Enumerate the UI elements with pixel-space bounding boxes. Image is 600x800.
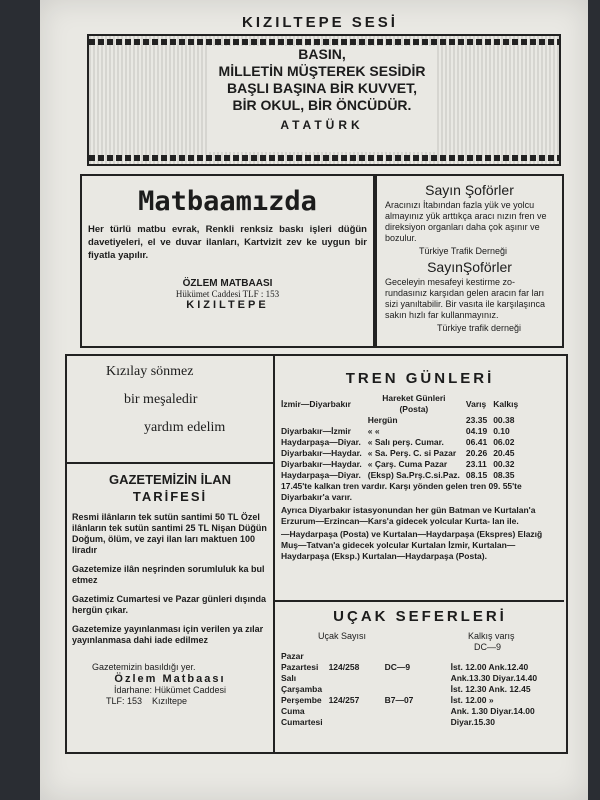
cell: Cumartesi — [281, 717, 323, 727]
cell: 04.19 — [465, 426, 488, 436]
train-note: —Haydarpaşa (Posta) ve Kurtalan—Haydarpaşa (Ekspres) Elazığ Muş—Tatvan'a gidecek yolcular Kurtalan İzmir, Kurtalan—Haydarpaşa (Eksp.) Kurtalan—Haydarpaşa (Posta). — [281, 529, 543, 561]
cell: Pazar — [281, 651, 304, 661]
cell: Diyarbakır—Haydar. — [281, 459, 362, 469]
cell — [326, 673, 382, 684]
notice-text: Aracınızı İtabından fazla yük ve yolcu almayınız yük arttıkça aracı nızın fren ve direksiyon organları daha çok aşınır ve bozulur. — [385, 200, 547, 243]
quote-line: BASIN, — [298, 46, 346, 62]
cell: DC—9 — [384, 662, 411, 672]
table-row — [278, 706, 540, 717]
printer-tel: TLF: 153 — [106, 696, 143, 706]
ad-line: yardım edelim — [144, 420, 226, 435]
table-row — [278, 426, 521, 437]
cell: « Sa. Perş. C. si Pazar — [367, 448, 457, 458]
cell: Haydarpaşa—Diyar. — [281, 470, 361, 480]
cell: Hergün — [367, 415, 398, 425]
ornament-border — [89, 155, 559, 161]
quote-author: ATATÜRK — [280, 118, 364, 132]
cell: 124/257 — [328, 695, 360, 705]
notice-title: SayınŞoförler — [427, 259, 512, 275]
notice-text: Geceleyin mesafeyi kestirme zo- rundasınız karşıdan gelen aracın far ları sizi yanıltabilir. Bir vasıta ile karşılaşınca sakın hızlı far kullanmayınız. — [385, 277, 546, 320]
printer-name: Özlem Matbaası — [114, 673, 226, 685]
rates-title: GAZETEMİZİN İLAN — [108, 472, 232, 487]
notice-sign: Türkiye Trafik Derneği — [419, 246, 508, 256]
cell: İst. 12.30 Ank. 12.45 — [450, 684, 531, 694]
shop-name: ÖZLEM MATBAASI — [182, 278, 273, 289]
cell: « Çarş. Cuma Pazar — [367, 459, 448, 469]
cell: 06.41 — [465, 437, 488, 447]
table-row — [278, 684, 540, 695]
cell: 00.32 — [493, 459, 515, 469]
flight-schedule — [278, 608, 562, 728]
drivers-notice — [375, 174, 564, 348]
col-route: İzmir—Diyarbakır — [281, 398, 351, 409]
cell: 23.35 — [465, 415, 488, 425]
cell: 06.02 — [493, 437, 515, 447]
cell: 00.38 — [493, 415, 515, 425]
cell — [326, 651, 382, 662]
col-departure: Kalkış — [493, 398, 519, 409]
cell: 124/258 — [328, 662, 360, 672]
table-row — [278, 437, 521, 448]
red-crescent-ad — [80, 364, 270, 436]
col-times: Kalkış varış — [468, 631, 515, 641]
cell: 20.26 — [465, 448, 488, 458]
train-schedule — [278, 370, 562, 562]
cell: 08.35 — [493, 470, 515, 480]
cell: (Eksp) Sa.Prş.C.si.Paz. — [367, 470, 460, 480]
quote-line: BİR OKUL, BİR ÖNCÜDÜR. — [232, 97, 412, 113]
rates-paragraph: Gazetemize ilân neşrinden sorumluluk ka bul etmez — [72, 564, 265, 585]
quote-text-area — [207, 46, 437, 152]
col-days: Hareket Günleri (Posta) — [382, 393, 446, 414]
cell — [382, 651, 448, 662]
printer-address: İdarhane: Hükümet Caddesi — [113, 685, 227, 695]
cell — [326, 706, 382, 717]
rates-paragraph: Gazetimiz Cumartesi ve Pazar günleri dışında hergün çıkar. — [72, 594, 267, 615]
ad-body: Her türlü matbu evrak, Renkli renksiz baskı işleri düğün davetiyeleri, el ve duvar ilanları, Kartvizit zev ke uygun bir fiyatla yapılır. — [88, 224, 367, 261]
shop-address: Hükümet Caddesi TLF : 153 — [175, 289, 280, 299]
masthead: KIZILTEPE SESİ — [242, 14, 398, 31]
cell: İst. 12.00 Ank.12.40 — [450, 662, 529, 672]
table-row — [278, 470, 521, 481]
cell: Perşembe — [281, 695, 322, 705]
quote-line: BAŞLI BAŞINA BİR KUVVET, — [226, 80, 418, 96]
cell: İst. 12.00 » — [450, 695, 494, 705]
cell: 08.15 — [465, 470, 488, 480]
cell — [382, 673, 448, 684]
rates-title: TARİFESİ — [132, 489, 208, 504]
ad-rates-box — [72, 472, 268, 707]
cell: Cuma — [281, 706, 305, 716]
train-table — [278, 393, 521, 481]
printer-city: Kızıltepe — [152, 696, 188, 706]
cell: Diyar.15.30 — [450, 717, 496, 727]
aircraft-type: DC—9 — [474, 642, 502, 652]
cell: Salı — [281, 673, 297, 683]
train-note: Ayrıca Diyarbakır istasyonundan her gün Batman ve Kurtalan'a Erzurum—Erzincan—Kars'a gidecek yolcular Kurta- lan ile. — [281, 505, 536, 526]
cell — [278, 415, 365, 426]
shop-city: KIZILTEPE — [186, 299, 269, 311]
cell: « Salı perş. Cumar. — [367, 437, 444, 447]
table-row — [278, 673, 540, 684]
flight-title: UÇAK SEFERLERİ — [333, 608, 507, 625]
cell: Ank.13.30 Diyar.14.40 — [450, 673, 538, 683]
notice-sign: Türkiye trafik derneği — [437, 323, 522, 333]
col-flight-no: Uçak Sayısı — [318, 631, 367, 641]
table-row — [278, 717, 540, 728]
ad-title: Matbaamızda — [138, 186, 317, 217]
ataturk-quote-box — [87, 34, 561, 166]
table-row — [278, 662, 540, 673]
notice-title: Sayın Şoförler — [425, 182, 514, 198]
cell — [382, 706, 448, 717]
ornament-border — [89, 39, 559, 45]
rates-paragraph: Gazetemize yayınlanması için verilen ya zılar yayınlanmasa dahi iade edilmez — [72, 624, 264, 645]
train-note: 17.45'te kalkan tren vardır. Karşı yönden gelen tren 09. 55'te Diyarbakır'a varır. — [281, 481, 522, 502]
quote-line: MİLLETİN MÜŞTEREK SESİDİR — [218, 63, 426, 79]
ad-line: bir meşaledir — [124, 392, 198, 407]
print-shop-ad — [80, 174, 375, 348]
train-title: TREN GÜNLERİ — [345, 370, 495, 387]
cell: Ank. 1.30 Diyar.14.00 — [450, 706, 535, 716]
cell: « « — [367, 426, 380, 436]
rates-paragraph: Resmi ilânların tek sutün santimi 50 TL Özel ilânların tek sutün santimi 25 TL Nişan Düğün Doğum, ölüm, ve zayi ilan ları maktuen 100 liradır — [72, 512, 267, 555]
ad-line: Kızılay sönmez — [106, 364, 194, 379]
cell: 23.11 — [465, 459, 487, 469]
cell: Haydarpaşa—Diyar. — [281, 437, 361, 447]
table-row — [278, 415, 521, 426]
table-row — [278, 459, 521, 470]
cell: Diyarbakır—İzmir — [281, 426, 351, 436]
cell — [326, 684, 382, 695]
printed-at: Gazetemizin basıldığı yer. — [92, 662, 196, 672]
cell: Pazartesi — [281, 662, 319, 672]
cell: 0.10 — [493, 426, 510, 436]
col-arrival: Varış — [465, 398, 487, 409]
cell: Diyarbakır—Haydar. — [281, 448, 362, 458]
table-header — [278, 393, 521, 415]
row-divider — [275, 600, 564, 602]
cell: B7—07 — [384, 695, 414, 705]
table-row — [278, 448, 521, 459]
flight-table — [278, 651, 540, 728]
cell: Çarşamba — [281, 684, 323, 694]
cell — [382, 717, 448, 728]
column-divider — [273, 356, 275, 752]
table-row — [278, 695, 540, 706]
cell — [382, 684, 448, 695]
cell — [326, 717, 382, 728]
cell: 20.45 — [493, 448, 515, 458]
row-divider — [67, 462, 273, 464]
